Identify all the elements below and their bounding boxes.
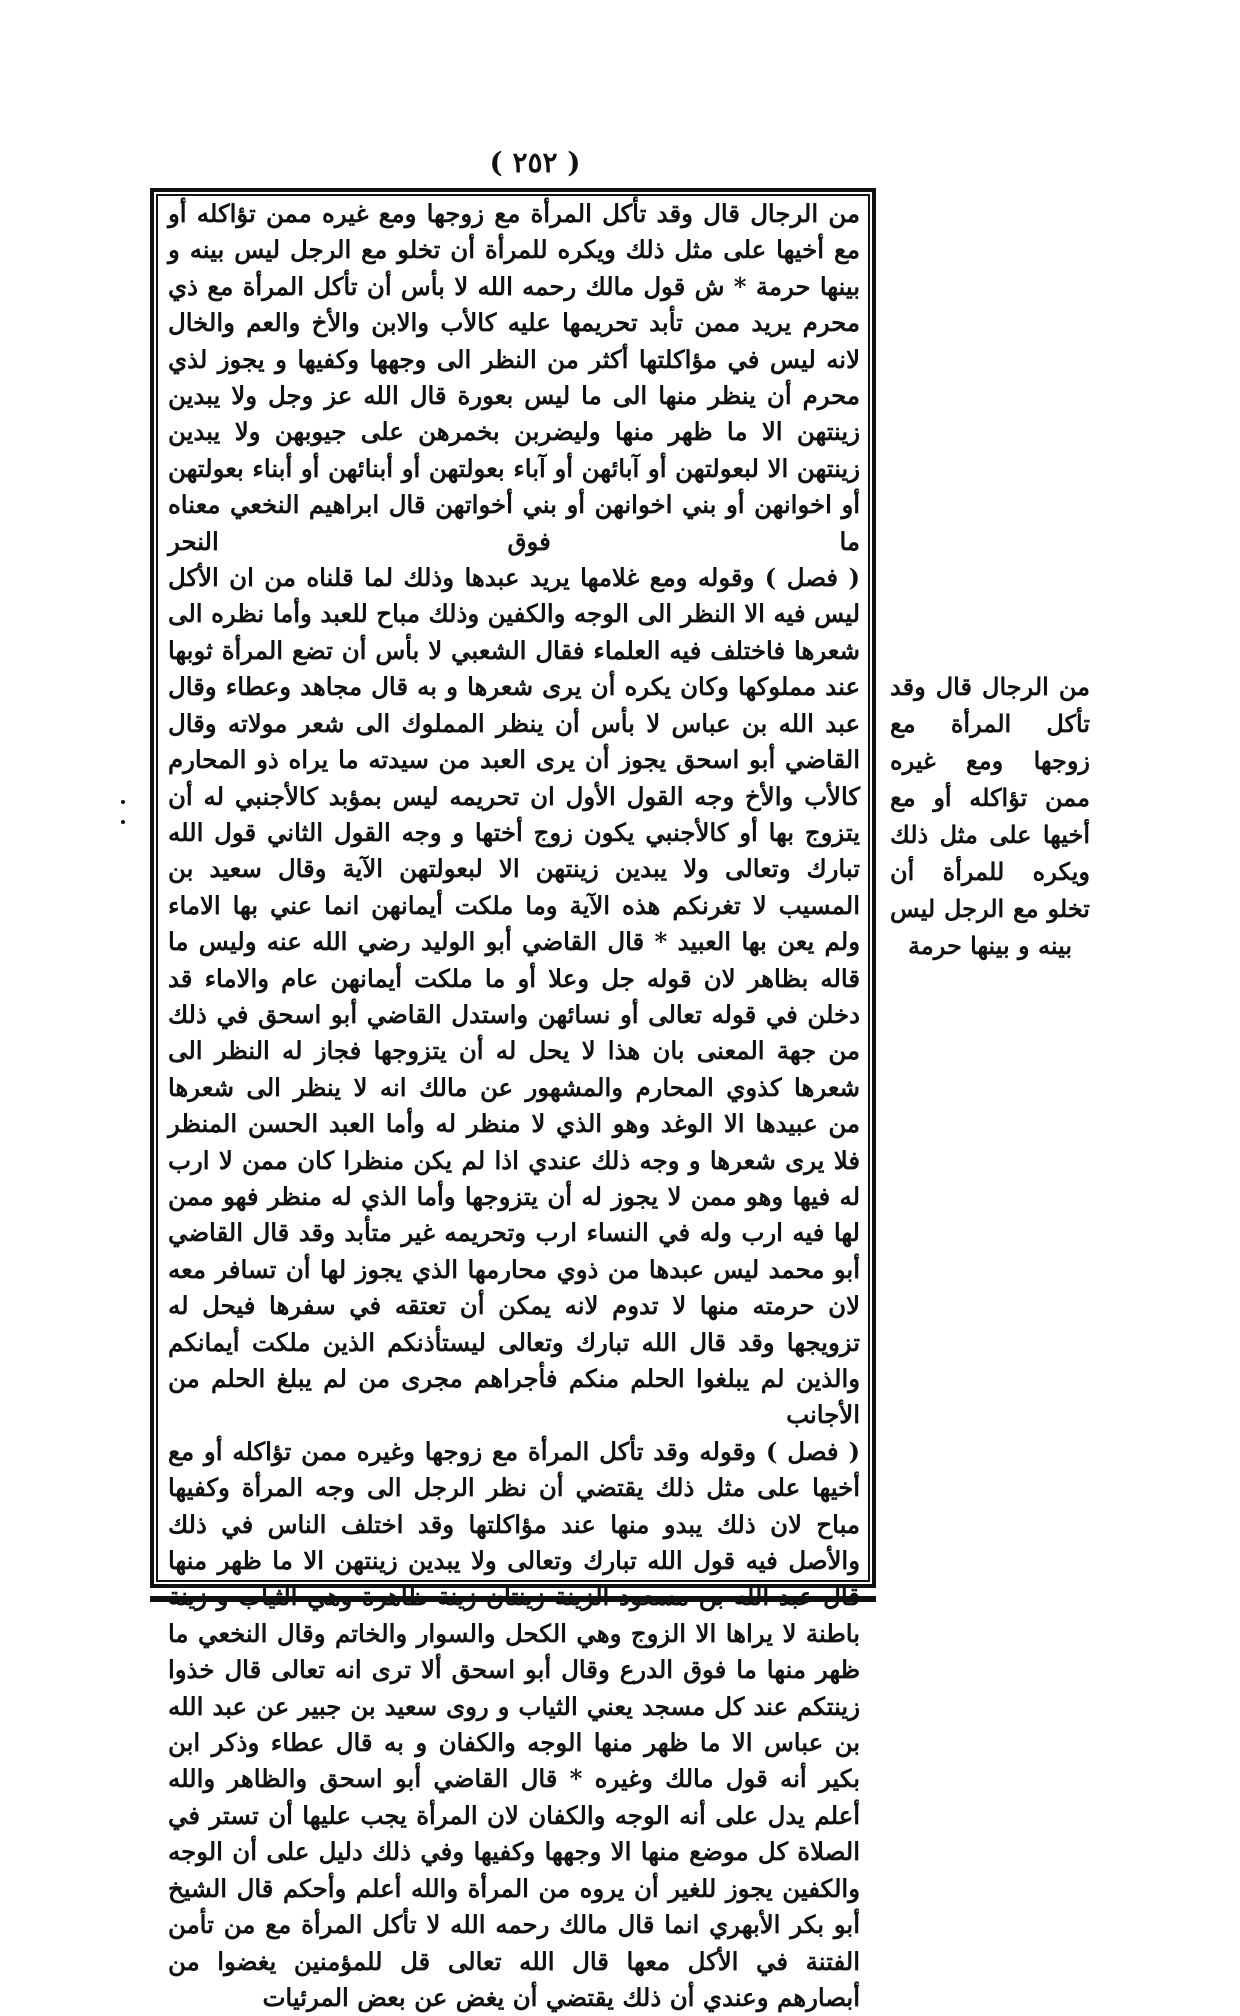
ink-speck (121, 800, 125, 804)
ink-speck (121, 820, 125, 824)
main-text-column (168, 196, 860, 2012)
page-number: ( ٢٥٢ ) (489, 146, 581, 179)
margin-note (890, 668, 1090, 964)
margin-note-text: من الرجال قال وقد تأكل المرأة مع زوجها ومع غيره ممن تؤاكله أو مع أخيها على مثل ذلك ويكره للمرأة أن تخلو مع الرجل ليس بينه و بينها حرمة (890, 672, 1090, 960)
main-paragraph-3: ( فصل ) وقوله وقد تأكل المرأة مع زوجها وغيره ممن تؤاكله أو مع أخيها على مثل ذلك يقتضي أن نظر الرجل الى وجه المرأة وكفيها مباح لان ذلك يبدو منها عند مؤاكلتها وقد اختلف الناس في ذلك والأصل فيه قول الله تبارك وتعالى ولا يبدين زينتهن الا ما ظهر منها قال عبد الله بن مسعود الزينة زينتان زينة ظاهرة وهي الثياب و زينة باطنة لا يراها الا الزوج وهي الكحل والسوار والخاتم وقال النخعي ما ظهر منها ما فوق الدرع وقال أبو اسحق ألا ترى انه تعالى قال خذوا زينتكم عند كل مسجد يعني الثياب و روى سعيد بن جبير عن عبد الله بن عباس الا ما ظهر منها الوجه والكفان و به قال عطاء وذكر ابن بكير أنه قول مالك وغيره * قال القاضي أبو اسحق والظاهر والله أعلم يدل على أنه الوجه والكفان لان المرأة يجب عليها أن تستر في الصلاة كل موضع منها الا وجهها وكفيها وفي ذلك دليل على أن الوجه والكفين يجوز للغير أن يروه من المرأة والله أعلم وأحكم قال الشيخ أبو بكر الأبهري انما قال مالك رحمه الله لا تأكل المرأة مع من تأمن الفتنة في الأكل معها قال الله تعالى قل للمؤمنين يغضوا من أبصارهم وعندي أن ذلك يقتضي أن يغض عن بعض المرئيات (168, 1436, 860, 2012)
main-paragraph-1: من الرجال قال وقد تأكل المرأة مع زوجها ومع غيره ممن تؤاكله أو مع أخيها على مثل ذلك ويكره للمرأة أن تخلو مع الرجل ليس بينه و بينها حرمة * ش قول مالك رحمه الله لا بأس أن تأكل المرأة مع ذي محرم يريد ممن تأبد تحريمها عليه كالأب والابن والأخ والعم والخال لانه ليس في مؤاكلتها أكثر من النظر الى وجهها وكفيها و يجوز لذي محرم أن ينظر منها الى ما ليس بعورة قال الله عز وجل ولا يبدين زينتهن الا ما ظهر منها وليضربن بخمرهن على جيوبهن ولا يبدين زينتهن الا لبعولتهن أو آبائهن أو آباء بعولتهن أو أبنائهن أو أبناء بعولتهن أو اخوانهن أو بني اخوانهن أو بني أخواتهن قال ابراهيم النخعي معناه ما فوق النحر (168, 199, 860, 556)
main-paragraph-2: ( فصل ) وقوله ومع غلامها يريد عبدها وذلك لما قلناه من ان الأكل ليس فيه الا النظر الى الوجه والكفين وذلك مباح للعبد وأما نظره الى شعرها فاختلف فيه العلماء فقال الشعبي لا بأس أن تضع المرأة ثوبها عند مملوكها وكان يكره أن يرى شعرها و به قال مجاهد وعطاء وقال عبد الله بن عباس لا بأس أن ينظر المملوك الى شعر مولاته وقال القاضي أبو اسحق يجوز أن يرى العبد من سيدته ما يراه ذو المحارم كالأب والأخ وجه القول الأول ان تحريمه ليس بمؤبد كالأجنبي له أن يتزوج بها أو كالأجنبي يكون زوج أختها و وجه القول الثاني قول الله تبارك وتعالى ولا يبدين زينتهن الا لبعولتهن الآية وقال سعيد بن المسيب لا تغرنكم هذه الآية وما ملكت أيمانهن انما عني بها الاماء ولم يعن بها العبيد * قال القاضي أبو الوليد رضي الله عنه وليس ما قاله بظاهر لان قوله جل وعلا أو ما ملكت أيمانهن عام والاماء قد دخلن في قوله تعالى أو نسائهن واستدل القاضي أبو اسحق في ذلك من جهة المعنى بان هذا لا يحل له أن يتزوجها فجاز له النظر الى شعرها كذوي المحارم والمشهور عن مالك انه لا ينظر الى شعرها من عبيدها الا الوغد وهو الذي لا منظر له وأما العبد الحسن المنظر فلا يرى شعرها و وجه ذلك عندي اذا لم يكن منظرا كان ممن لا ارب له فيها وهو ممن لا يجوز له أن يتزوجها وأما الذي له منظر فهو ممن لها فيه ارب وله في النساء ارب وتحريمه غير متأبد وقد قال القاضي أبو محمد ليس عبدها من ذوي محارمها الذي يجوز لها أن تسافر معه لان حرمته منها لا تدوم لانه يمكن أن تعتقه في سفرها فيحل له تزويجها وقد قال الله تبارك وتعالى ليستأذنكم الذين ملكت أيمانكم والذين لم يبلغوا الحلم منكم فأجراهم مجرى من لم يبلغ الحلم من الأجانب (168, 563, 860, 1430)
